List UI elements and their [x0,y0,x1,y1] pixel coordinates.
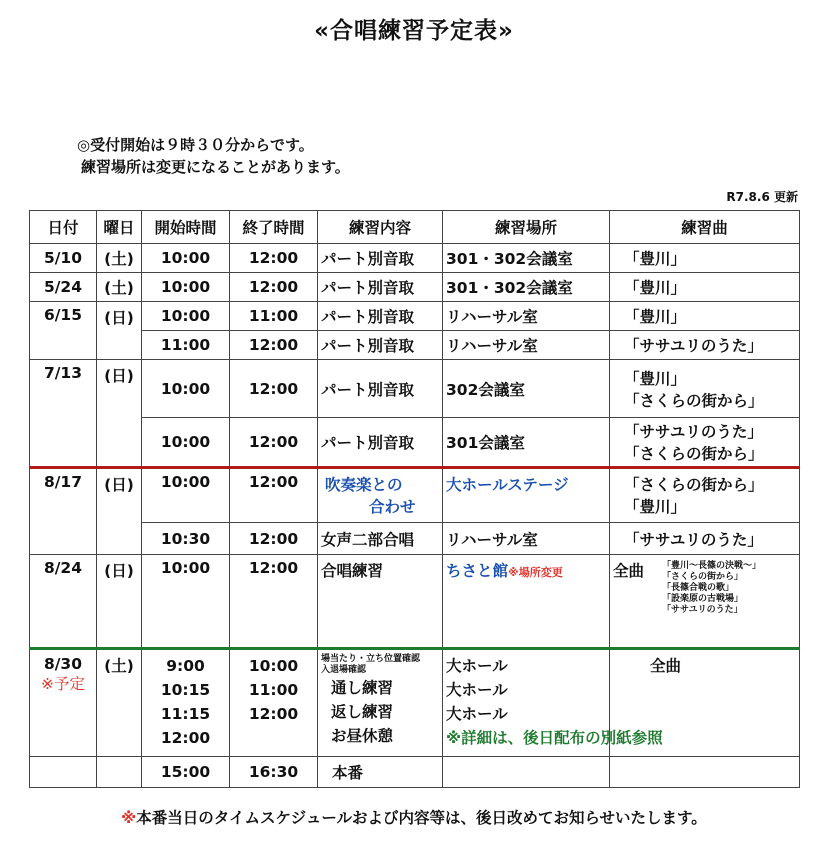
planned-note: ※予定 [41,675,85,693]
place-name: ちさと館 [446,562,509,580]
content-line: 返し練習 [331,703,394,721]
content-small: 入退場確認 [321,665,367,675]
header-day: 曜日 [97,211,142,244]
row-content: 合唱練習 [318,555,443,649]
note-line-2: 練習場所は変更になることがあります。 [81,158,350,176]
row-place: リハーサル室 [443,302,610,331]
song-line: 「さくらの街から」 [662,572,744,582]
row-end: 12:00 [230,244,318,273]
row-content: パート別音取 [318,273,443,302]
row-place: リハーサル室 [443,523,610,555]
table-row [30,331,800,360]
row-date: 8/24 [30,555,97,649]
row-start: 10:00 [142,360,230,418]
row-date: 8/17 [30,468,97,555]
row-place [443,555,610,649]
row-day: (土) [97,244,142,273]
place-change-note: ※場所変更 [508,566,563,579]
empty-cell [443,757,610,788]
row-places [443,649,663,757]
row-content [318,468,443,523]
row-day: (日) [97,555,142,649]
content-line-1: 吹奏楽との [325,476,403,494]
end-time: 12:00 [248,705,299,723]
song-line: 「さくらの街から」 [624,445,764,463]
song-line: 「豊川」 [624,369,687,388]
row-date: 7/13 [30,360,97,468]
footer-text: ※本番当日のタイムスケジュールおよび内容等は、後日改めてお知らせいたします。 [121,809,707,827]
row-day: (土) [97,273,142,302]
row-end: 11:00 [230,302,318,331]
song-line: 「豊川〜長篠の決戦〜」 [662,561,762,571]
note-line-1: ◎受付開始は９時３０分からです。 [77,136,314,154]
song-list [662,561,761,616]
row-song: 「豊川」 [610,273,800,302]
row-start: 10:30 [142,523,230,555]
row-start: 10:00 [142,244,230,273]
empty-cell [97,757,142,788]
row-song: 「豊川」 [610,244,800,273]
content-line: お昼休憩 [331,727,394,745]
content-line: 通し練習 [331,679,394,697]
song-line: 「設楽原の古戦場」 [662,594,744,604]
row-date: 6/15 [30,302,97,360]
place-line: 大ホール [446,705,508,723]
table-row [30,244,800,273]
row-date-cell [30,649,97,757]
song-line: 「ササユリのうた」 [662,605,743,615]
song-line: 「長篠合戦の歌」 [662,583,735,593]
empty-cell [610,757,800,788]
row-end: 12:00 [230,273,318,302]
place-line: 大ホール [446,657,508,675]
row-date: 8/30 [43,655,83,673]
header-date: 日付 [30,211,97,244]
row-end: 12:00 [230,523,318,555]
row-content: パート別音取 [318,302,443,331]
header-end: 終了時間 [230,211,318,244]
all-songs-label: 全曲 [650,657,682,675]
row-starts [142,649,230,757]
table-row [30,468,800,523]
row-content: パート別音取 [318,244,443,273]
song-line: 「豊川」 [624,498,687,516]
row-place: 大ホールステージ [443,468,610,523]
header-start: 開始時間 [142,211,230,244]
footer-note [0,806,828,828]
row-start: 10:00 [142,302,230,331]
row-songs [610,468,800,523]
row-day: (日) [97,468,142,555]
notes [77,134,350,178]
schedule-table [29,210,800,788]
row-end: 12:00 [230,418,318,468]
row-place: 302会議室 [443,360,610,418]
row-day: (日) [97,360,142,468]
end-time: 11:00 [248,681,299,699]
start-time: 9:00 [166,657,205,675]
row-end: 12:00 [230,555,318,649]
row-content: 女声二部合唱 [318,523,443,555]
song-line: 「さくらの街から」 [624,391,764,410]
row-start: 10:00 [142,418,230,468]
all-songs-label: 全曲 [613,562,645,580]
page-title: «合唱練習予定表» [314,18,514,44]
table-row [30,302,800,331]
table-header-row [30,211,800,244]
header-place: 練習場所 [443,211,610,244]
row-content: パート別音取 [318,418,443,468]
row-start: 10:00 [142,273,230,302]
content-small: 場当たり・立ち位置確認 [321,654,421,664]
row-end: 12:00 [230,331,318,360]
table-row [30,555,800,649]
header-song: 練習曲 [610,211,800,244]
row-songs [610,418,800,468]
row-date: 5/10 [30,244,97,273]
table-row [30,757,800,788]
row-end: 16:30 [230,757,318,788]
row-day: (土) [97,649,142,757]
row-start: 10:00 [142,468,230,523]
row-day: (日) [97,302,142,360]
row-place: リハーサル室 [443,331,610,360]
header-content: 練習内容 [318,211,443,244]
row-date: 5/24 [30,273,97,302]
start-time: 11:15 [160,705,211,723]
row-place: 301・302会議室 [443,273,610,302]
row-songs [610,360,800,418]
row-contents [318,649,443,757]
row-content: パート別音取 [318,360,443,418]
row-end: 12:00 [230,360,318,418]
song-line: 「さくらの街から」 [624,476,764,494]
start-time: 12:00 [160,729,211,747]
row-content: 本番 [318,757,443,788]
row-place: 301・302会議室 [443,244,610,273]
row-start: 11:00 [142,331,230,360]
row-start: 10:00 [142,555,230,649]
empty-cell [30,757,97,788]
row-song: 「ササユリのうた」 [610,523,800,555]
song-line: 「ササユリのうた」 [624,423,763,441]
end-time: 10:00 [248,657,299,675]
row-song: 「ササユリのうた」 [610,331,800,360]
table-row [30,418,800,468]
start-time: 10:15 [160,681,211,699]
row-place: 301会議室 [443,418,610,468]
table-row [30,649,800,757]
table-row [30,523,800,555]
row-start: 15:00 [142,757,230,788]
place-line: 大ホール [446,681,508,699]
details-note: ※詳細は、後日配布の別紙参照 [446,729,663,747]
row-content: パート別音取 [318,331,443,360]
row-songs [610,555,800,649]
row-song: 「豊川」 [610,302,800,331]
updated-date: R7.8.6 更新 [726,190,798,204]
table-row [30,273,800,302]
content-line-2: 合わせ [369,498,416,516]
row-ends [230,649,318,757]
row-end: 12:00 [230,468,318,523]
table-row [30,360,800,418]
